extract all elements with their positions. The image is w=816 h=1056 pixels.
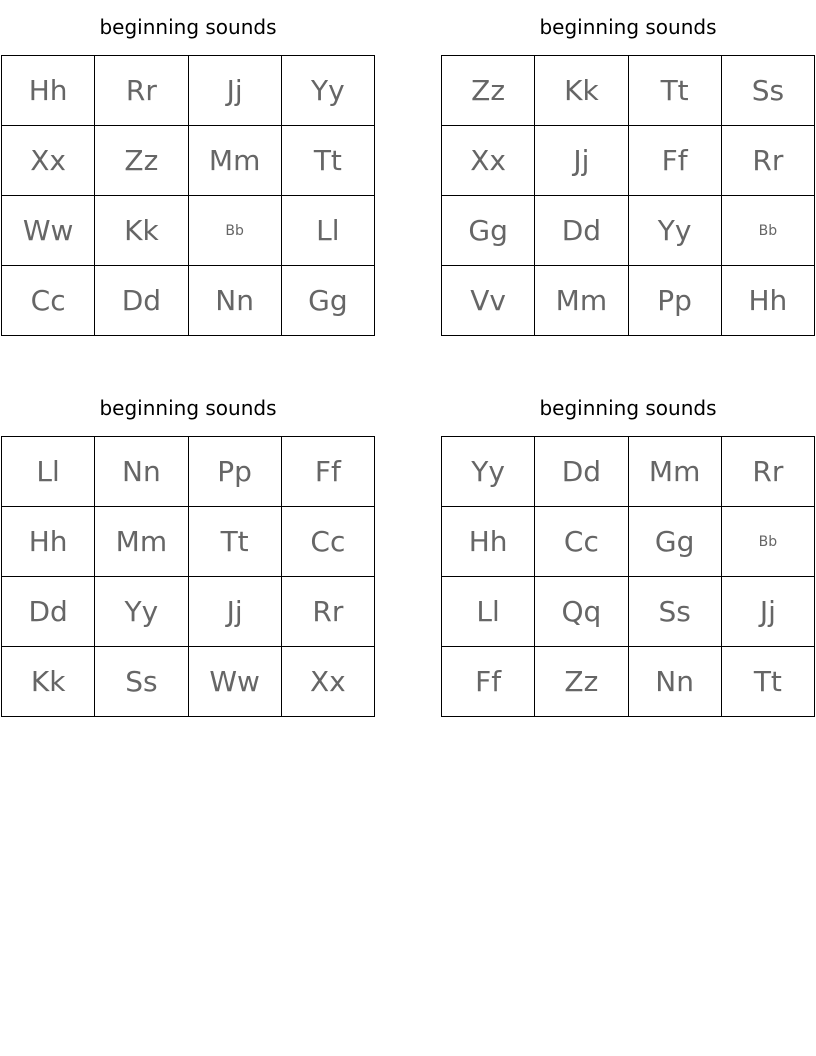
letter-cell: Ff	[442, 647, 535, 717]
letter-cell: Yy	[282, 56, 375, 126]
letter-cell: Xx	[2, 126, 95, 196]
letter-cell: Mm	[629, 437, 722, 507]
letter-cell: Nn	[189, 266, 282, 336]
letter-cell: Ss	[722, 56, 815, 126]
letter-cell: Hh	[2, 507, 95, 577]
letter-cell: Pp	[189, 437, 282, 507]
letter-cell: Hh	[442, 507, 535, 577]
letter-cell: Dd	[535, 437, 628, 507]
letter-cell: Dd	[535, 196, 628, 266]
letter-cell: Ss	[95, 647, 188, 717]
letter-cell: Rr	[722, 126, 815, 196]
letter-cell: Bb	[722, 196, 815, 266]
letter-cell: Rr	[95, 56, 188, 126]
letter-cell: Xx	[442, 126, 535, 196]
letter-cell: Zz	[95, 126, 188, 196]
letter-cell: Jj	[722, 577, 815, 647]
letter-cell: Bb	[189, 196, 282, 266]
letter-cell: Kk	[2, 647, 95, 717]
letter-cell: Nn	[95, 437, 188, 507]
card-title: beginning sounds	[99, 396, 277, 420]
letter-cell: Yy	[442, 437, 535, 507]
card-title: beginning sounds	[99, 15, 277, 39]
letter-cell: Rr	[722, 437, 815, 507]
letter-cell: Ww	[189, 647, 282, 717]
letter-cell: Tt	[722, 647, 815, 717]
letter-cell: Hh	[722, 266, 815, 336]
letter-cell: Zz	[535, 647, 628, 717]
letter-cell: Bb	[722, 507, 815, 577]
letter-cell: Nn	[629, 647, 722, 717]
bingo-card-1	[1, 0, 375, 336]
letter-cell: Hh	[2, 56, 95, 126]
letter-cell: Ll	[282, 196, 375, 266]
letter-cell: Jj	[189, 56, 282, 126]
letter-cell: Tt	[629, 56, 722, 126]
letter-cell: Mm	[535, 266, 628, 336]
letter-cell: Kk	[535, 56, 628, 126]
letter-grid	[1, 55, 375, 336]
letter-cell: Mm	[95, 507, 188, 577]
letter-cell: Dd	[2, 577, 95, 647]
letter-cell: Yy	[95, 577, 188, 647]
letter-grid	[441, 436, 815, 717]
letter-cell: Gg	[629, 507, 722, 577]
letter-cell: Ll	[2, 437, 95, 507]
letter-cell: Qq	[535, 577, 628, 647]
bingo-card-3	[1, 381, 375, 717]
letter-cell: Ll	[442, 577, 535, 647]
letter-cell: Kk	[95, 196, 188, 266]
letter-cell: Jj	[535, 126, 628, 196]
letter-cell: Jj	[189, 577, 282, 647]
card-title: beginning sounds	[539, 15, 717, 39]
letter-cell: Mm	[189, 126, 282, 196]
letter-cell: Cc	[535, 507, 628, 577]
letter-cell: Ss	[629, 577, 722, 647]
letter-cell: Xx	[282, 647, 375, 717]
letter-cell: Gg	[442, 196, 535, 266]
bingo-card-2	[441, 0, 815, 336]
letter-cell: Ff	[629, 126, 722, 196]
letter-cell: Tt	[189, 507, 282, 577]
bingo-card-4	[441, 381, 815, 717]
letter-cell: Rr	[282, 577, 375, 647]
letter-cell: Zz	[442, 56, 535, 126]
letter-grid	[1, 436, 375, 717]
letter-cell: Ww	[2, 196, 95, 266]
letter-cell: Cc	[282, 507, 375, 577]
card-title: beginning sounds	[539, 396, 717, 420]
letter-cell: Tt	[282, 126, 375, 196]
letter-cell: Vv	[442, 266, 535, 336]
letter-cell: Cc	[2, 266, 95, 336]
letter-cell: Ff	[282, 437, 375, 507]
letter-cell: Yy	[629, 196, 722, 266]
letter-cell: Gg	[282, 266, 375, 336]
letter-grid	[441, 55, 815, 336]
letter-cell: Dd	[95, 266, 188, 336]
letter-cell: Pp	[629, 266, 722, 336]
